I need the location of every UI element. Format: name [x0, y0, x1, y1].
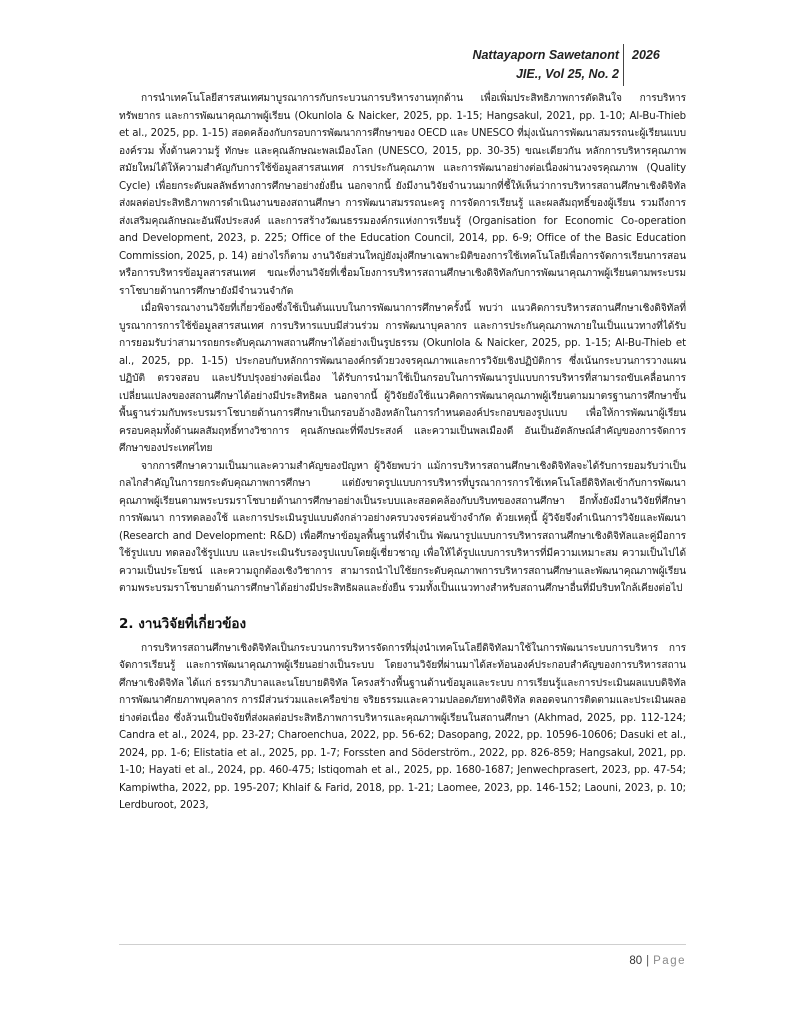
- page-number: 80: [629, 955, 643, 967]
- header-divider: [623, 44, 624, 86]
- page-word: Page: [653, 955, 686, 967]
- paragraph-text: จากการศึกษาความเป็นมาและความสำคัญของปัญหา ผู้วิจัยพบว่า แม้การบริหารสถานศึกษาเชิงดิจิทัลจะได้รับการยอมรับว่าเป็นกลไกสำคัญในการยกระดับคุณภาพการศึกษา แต่ยังขาดรูปแบบการบริหารที่บูรณาการการใช้เทคโนโลยีดิจิทัลเข้ากับการพัฒนาคุณภาพผู้เรียนตามพระบรมราโชบายด้านการศึกษาอย่างเป็นระบบและสอดคล้องกับบริบทของสถานศึกษา อีกทั้งยังมีงานวิจัยที่ศึกษาการพัฒนา การทดลองใช้ และการประเมินรูปแบบดังกล่าวอย่างครบวงจรค่อนข้างจำกัด ด้วยเหตุนี้ ผู้วิจัยจึงดำเนินการวิจัยและพัฒนา (Research and Development: R&D) เพื่อศึกษาข้อมูลพื้นฐานที่จำเป็น พัฒนารูปแบบการบริหารสถานศึกษาเชิงดิจิทัลและคู่มือการใช้รูปแบบ ทดลองใช้รูปแบบ และประเมินรับรองรูปแบบโดยผู้เชี่ยวชาญ เพื่อให้ได้รูปแบบการบริหารที่มีความเหมาะสม ความเป็นไปได้ ความเป็นประโยชน์ และความถูกต้องเชิงวิชาการ สามารถนำไปใช้ยกระดับคุณภาพการบริหารสถานศึกษาและพัฒนาคุณภาพผู้เรียนตามพระบรมราโชบายด้านการศึกษาได้อย่างมีประสิทธิผลและยั่งยืน รวมทั้งเป็นแนวทางสำหรับสถานศึกษาอื่นที่มีบริบทใกล้เคียงต่อไป: [119, 460, 686, 594]
- header-citation: [472, 46, 619, 84]
- footer-separator: |: [646, 955, 650, 967]
- page-footer: [629, 955, 686, 967]
- article-body: [119, 90, 686, 815]
- section-paragraph: [119, 640, 686, 815]
- body-paragraph: [119, 458, 686, 598]
- body-paragraph: [119, 300, 686, 458]
- body-paragraph: [119, 90, 686, 300]
- paragraph-text: เมื่อพิจารณางานวิจัยที่เกี่ยวข้องซึ่งใช้เป็นต้นแบบในการพัฒนาการศึกษาครั้งนี้ พบว่า แนวคิดการบริหารสถานศึกษาเชิงดิจิทัลที่บูรณาการการใช้ข้อมูลสารสนเทศ การบริหารแบบมีส่วนร่วม การพัฒนาบุคลากร และการประกันคุณภาพภายในเป็นแนวทางที่ได้รับการยอมรับว่าสามารถยกระดับคุณภาพสถานศึกษาได้อย่างเป็นรูปธรรม (Okunlola & Naicker, 2025, pp. 1-15; Al-Bu-Thieb et al., 2025, pp. 1-15) ประกอบกับหลักการพัฒนาองค์กรด้วยวงจรคุณภาพและการวิจัยเชิงปฏิบัติการ ซึ่งเน้นกระบวนการวางแผน ปฏิบัติ ตรวจสอบ และปรับปรุงอย่างต่อเนื่อง ได้รับการนำมาใช้เป็นกรอบในการพัฒนารูปแบบการบริหารที่สามารถขับเคลื่อนการเปลี่ยนแปลงของสถานศึกษาได้อย่างมีประสิทธิผล นอกจากนี้ ผู้วิจัยยังใช้แนวคิดการพัฒนาคุณภาพผู้เรียนตามมาตรฐานการศึกษาขั้นพื้นฐานร่วมกับพระบรมราโชบายด้านการศึกษาเป็นกรอบอ้างอิงหลักในการกำหนดองค์ประกอบของรูปแบบ เพื่อให้การพัฒนาผู้เรียนครอบคลุมทั้งด้านผลสัมฤทธิ์ทางวิชาการ คุณลักษณะที่พึงประสงค์ และความเป็นพลเมืองดี อันเป็นอัตลักษณ์สำคัญของการจัดการศึกษาของประเทศไทย: [119, 303, 686, 454]
- header-journal: JIE., Vol 25, No. 2: [515, 67, 619, 81]
- section-heading: 2. งานวิจัยที่เกี่ยวข้อง: [119, 615, 247, 632]
- running-header: [439, 46, 739, 86]
- footer-rule: [119, 944, 686, 945]
- header-year: 2026: [632, 48, 660, 62]
- header-author: Nattayaporn Sawetanont: [472, 48, 619, 62]
- paragraph-text: การนำเทคโนโลยีสารสนเทศมาบูรณาการกับกระบวนการบริหารงานทุกด้าน เพื่อเพิ่มประสิทธิภาพการตัดสินใจ การบริหารทรัพยากร และการพัฒนาคุณภาพผู้เรียน (Okunlola & Naicker, 2025, pp. 1-15; Hangsakul, 2021, pp. 1-10; Al-Bu-Thieb et al., 2025, pp. 1-15) สอดคล้องกับกรอบการพัฒนาการศึกษาของ OECD และ UNESCO ที่มุ่งเน้นการพัฒนาสมรรถนะผู้เรียนแบบองค์รวม ทั้งด้านความรู้ ทักษะ และคุณลักษณะพลเมืองโลก (UNESCO, 2015, pp. 30-35) ขณะเดียวกัน หลักการบริหารคุณภาพสมัยใหม่ได้ให้ความสำคัญกับการใช้ข้อมูลสารสนเทศ การประกันคุณภาพ และการพัฒนาอย่างต่อเนื่องผ่านวงจรคุณภาพ (Quality Cycle) เพื่อยกระดับผลลัพธ์ทางการศึกษาอย่างยั่งยืน นอกจากนี้ ยังมีงานวิจัยจำนวนมากที่ชี้ให้เห็นว่าการบริหารสถานศึกษาเชิงดิจิทัลส่งผลต่อประสิทธิภาพการดำเนินงานของสถานศึกษา การพัฒนาสมรรถนะครู การจัดการเรียนรู้ และผลสัมฤทธิ์ของผู้เรียน รวมถึงการส่งเสริมคุณลักษณะอันพึงประสงค์ และการสร้างวัฒนธรรมองค์กรแห่งการเรียนรู้ (Organisation for Economic Co-operation and Development, 2023, p. 225; Office of the Education Council, 2014, pp. 6-9; Office of the Basic Education Commission, 2025, p. 14) อย่างไรก็ตาม งานวิจัยส่วนใหญ่ยังมุ่งศึกษาเฉพาะมิติของการใช้เทคโนโลยีเพื่อการจัดการเรียนการสอนหรือการบริหารข้อมูลสารสนเทศ ขณะที่งานวิจัยที่เชื่อมโยงการบริหารสถานศึกษาเชิงดิจิทัลกับการพัฒนาคุณภาพผู้เรียนตามพระบรมราโชบายด้านการศึกษายังมีจำนวนจำกัด: [119, 93, 686, 297]
- paragraph-text: การบริหารสถานศึกษาเชิงดิจิทัลเป็นกระบวนการบริหารจัดการที่มุ่งนำเทคโนโลยีดิจิทัลมาใช้ในการพัฒนาระบบการบริหาร การจัดการเรียนรู้ และการพัฒนาคุณภาพผู้เรียนอย่างเป็นระบบ โดยงานวิจัยที่ผ่านมาได้สะท้อนองค์ประกอบสำคัญของการบริหารสถานศึกษาเชิงดิจิทัล ได้แก่ ธรรมาภิบาลและนโยบายดิจิทัล โครงสร้างพื้นฐานด้านข้อมูลและระบบ การเรียนรู้และการประเมินผลแบบดิจิทัล การพัฒนาศักยภาพบุคลากร การมีส่วนร่วมและเครือข่าย จริยธรรมและความปลอดภัยทางดิจิทัล ตลอดจนการติดตามและประเมินผลอย่างต่อเนื่อง ซึ่งล้วนเป็นปัจจัยที่ส่งผลต่อประสิทธิภาพการบริหารและคุณภาพผู้เรียนในสถานศึกษา (Akhmad, 2025, pp. 112-124; Candra et al., 2024, pp. 23-27; Charoenchua, 2022, pp. 56-62; Dasopang, 2022, pp. 10596-10606; Dasuki et al., 2024, pp. 1-6; Elistatia et al., 2025, pp. 1-7; Forssten and Söderström., 2022, pp. 826-859; Hangsakul, 2021, pp. 1-10; Hayati et al., 2024, pp. 460-475; Istiqomah et al., 2025, pp. 1680-1687; Jenwechprasert, 2023, pp. 47-54; Kampiwtha, 2022, pp. 195-207; Khlaif & Farid, 2018, pp. 1-21; Laomee, 2023, pp. 146-152; Laouni, 2023, p. 10; Lerdburoot, 2023,: [119, 642, 686, 811]
